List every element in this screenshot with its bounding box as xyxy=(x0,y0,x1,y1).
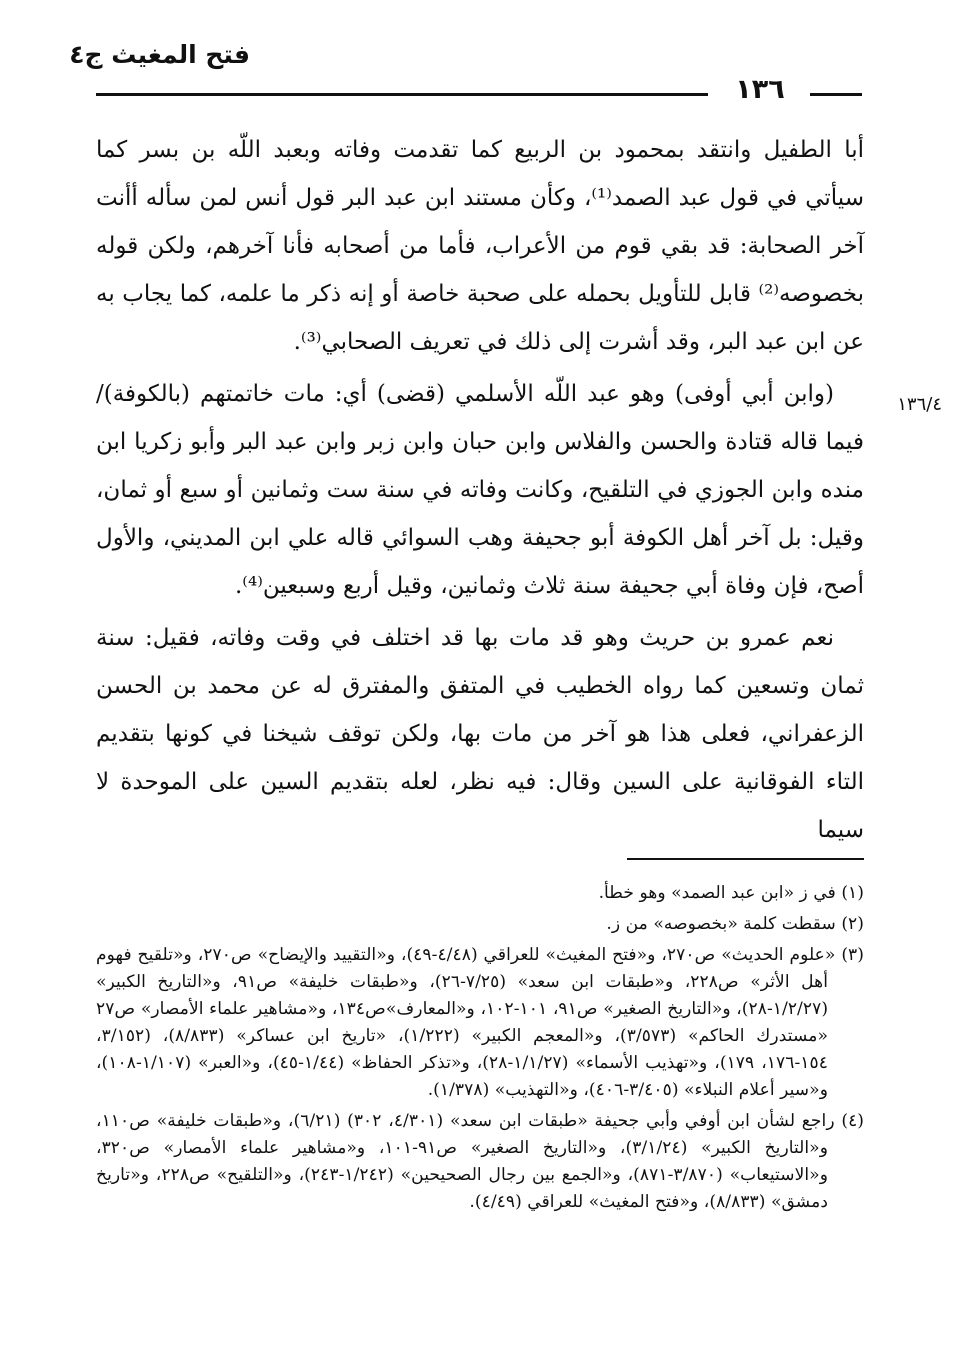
main-text xyxy=(96,126,864,854)
paragraph: (وابن أبي أوفى) وهو عبد اللّه الأسلمي (قضى) أي: مات خاتمتهم (بالكوفة)/ فيما قاله قتادة والحسن والفلاس وابن حبان وابن زبر وابن عبد البر وأبو زكريا ابن منده وابن الجوزي في التلقيح، وكانت وفاته في سنة ست وثمانين أو سبع أو ثمان، وقيل: بل آخر أهل الكوفة أبو جحيفة وهب السوائي قاله علي ابن المديني، والأول أصح، فإن وفاة أبي جحيفة سنة ثلاث وثمانين، وقيل أربع وسبعين⁽⁴⁾. xyxy=(96,381,864,599)
footnotes xyxy=(96,880,864,1220)
header-rule xyxy=(96,93,708,96)
header-rule-right xyxy=(810,93,862,96)
running-title: فتح المغيث ج٤ xyxy=(69,40,250,69)
footnote: (٣) «علوم الحديث» ص٢٧٠، و«فتح المغيث» للعراقي (٤/٤٨-٤٩)، و«التقييد والإيضاح» ص٢٧٠، و«تلقيح فهوم أهل الأثر» ص٢٢٨، و«طبقات ابن سعد» (٧/٢٥-٢٦)، و«طبقات خليفة» ص٩١، و«التاريخ الكبير» (١/٢/٢٧-٢٨)، و«التاريخ الصغير» ص٩١، ١٠١-١٠٢، و«المعارف»ص١٣٤، و«مشاهير علماء الأمصار» ص٢٧ «مستدرك الحاكم» (٣/٥٧٣)، و«المعجم الكبير» (١/٢٢٢)، «تاريخ ابن عساكر» (٨/٨٣٣)، (٣/١٥٢، ١٥٤-١٧٦، ١٧٩)، و«تهذيب الأسماء» (١/١/٢٧-٢٨)، و«تذكر الحفاظ» (١/٤٤-٤٥)، و«العبر» (١/١٠٧-١٠٨)، و«سير أعلام النبلاء» (٣/٤٠٥-٤٠٦)، و«التهذيب» (١/٣٧٨). xyxy=(96,945,864,1100)
page-number: ١٣٦ xyxy=(735,74,785,105)
margin-reference: ١٣٦/٤ xyxy=(897,394,942,415)
footnote: (٢) سقطت كلمة «بخصوصه» من ز. xyxy=(606,914,864,934)
paragraph: أبا الطفيل وانتقد بمحمود بن الربيع كما تقدمت وفاته وبعبد اللّه بن بسر كما سيأتي في قول عبد الصمد⁽¹⁾، وكأن مستند ابن عبد البر قول أنس لمن سأله أأنت آخر الصحابة: قد بقي قوم من الأعراب، فأما من أصحابه فأنا آخرهم، ولكن قوله بخصوصه⁽²⁾ قابل للتأويل بحمله على صحبة خاصة أو إنه ذكر ما علمه، كما يجاب به عن ابن عبد البر، وقد أشرت إلى ذلك في تعريف الصحابي⁽³⁾. xyxy=(96,137,864,355)
footnote: (١) في ز «ابن عبد الصمد» وهو خطأ. xyxy=(598,883,864,903)
paragraph: نعم عمرو بن حريث وهو قد مات بها قد اختلف في وقت وفاته، فقيل: سنة ثمان وتسعين كما رواه الخطيب في المتفق والمفترق له عن محمد بن الحسن الزعفراني، فعلى هذا هو آخر من مات بها، ولكن توقف شيخنا في كونها بتقديم التاء الفوقانية على السين وقال: فيه نظر، لعله بتقديم السين على الموحدة لا سيما xyxy=(96,625,864,843)
footnote: (٤) راجع لشأن ابن أوفي وأبي جحيفة «طبقات ابن سعد» (٤/٣٠١، ٣٠٢) (٦/٢١)، و«طبقات خليفة» ص١١٠، و«التاريخ الكبير» (٣/١/٢٤)، و«التاريخ الصغير» ص٩١-١٠١، و«مشاهير علماء الأمصار» ص٣٢٠، و«الاستيعاب» (٣/٨٧٠-٨٧١)، و«الجمع بين رجال الصحيحين» (١/٢٤٢-٢٤٣)، و«التلقيح» ص٢٢٨، و«تاريخ دمشق» (٨/٨٣٣)، و«فتح المغيث» للعراقي (٤/٤٩). xyxy=(96,1111,865,1212)
footnote-separator xyxy=(627,858,864,860)
